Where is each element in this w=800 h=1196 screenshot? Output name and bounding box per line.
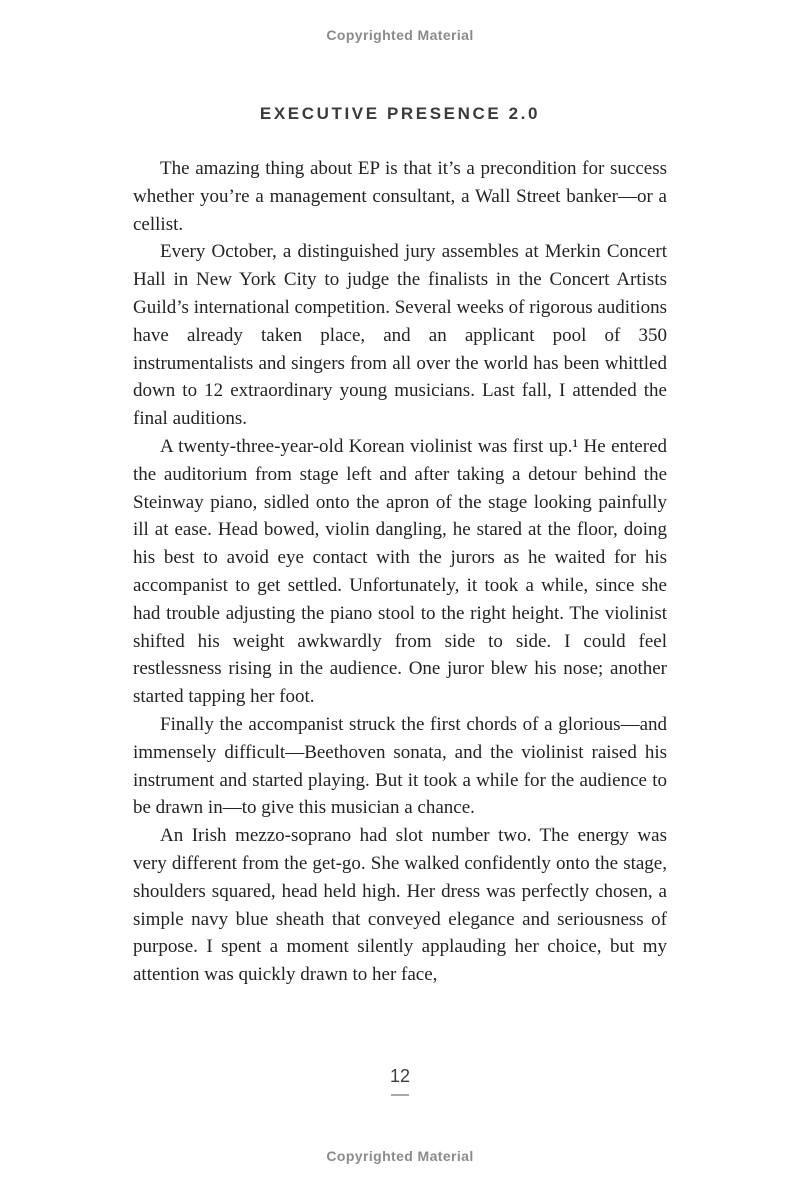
- paragraph: A twenty-three-year-old Korean violinist was first up.¹ He entered the auditorium from stage left and after taking a detour behind the Steinway piano, sidled onto the apron of the stage looking painfully ill at ease. Head bowed, violin dangling, he stared at the floor, doing his best to avoid eye contact with the jurors as he waited for his accompanist to get settled. Unfortunately, it took a while, since she had trouble adjusting the piano stool to the right height. The violinist shifted his weight awkwardly from side to side. I could feel restlessness rising in the audience. One juror blew his nose; another started tapping her foot.: [133, 435, 667, 708]
- paragraph: Finally the accompanist struck the first chords of a glorious—and immensely difficult—Beethoven sonata, and the violinist raised his instrument and started playing. But it took a while for the audience to be drawn in—to give this musician a chance.: [133, 713, 667, 819]
- body-text-block: [133, 155, 667, 989]
- paragraph: The amazing thing about EP is that it’s a precondition for success whether you’re a management consultant, a Wall Street banker—or a cellist.: [133, 158, 667, 235]
- page-footer: [0, 1066, 800, 1096]
- chapter-title: EXECUTIVE PRESENCE 2.0: [259, 104, 541, 123]
- paragraph: Every October, a distinguished jury assembles at Merkin Concert Hall in New York City to judge the finalists in the Concert Artists Guild’s international competition. Several weeks of rigorous auditions have already taken place, and an applicant pool of 350 instrumentalists and singers from all over the world has been whittled down to 12 extraordinary young musicians. Last fall, I attended the final auditions.: [133, 241, 668, 430]
- paragraph: An Irish mezzo-soprano had slot number two. The energy was very different from the get-go. She walked confidently onto the stage, shoulders squared, head held high. Her dress was perfectly chosen, a simple navy blue sheath that conveyed elegance and seriousness of purpose. I spent a moment silently applauding her choice, but my attention was quickly drawn to her face,: [133, 825, 667, 986]
- page-number: 12: [389, 1066, 411, 1086]
- copyright-notice-top: Copyrighted Material: [326, 27, 474, 43]
- page-number-rule: [391, 1094, 409, 1096]
- copyright-notice-bottom: Copyrighted Material: [326, 1148, 474, 1164]
